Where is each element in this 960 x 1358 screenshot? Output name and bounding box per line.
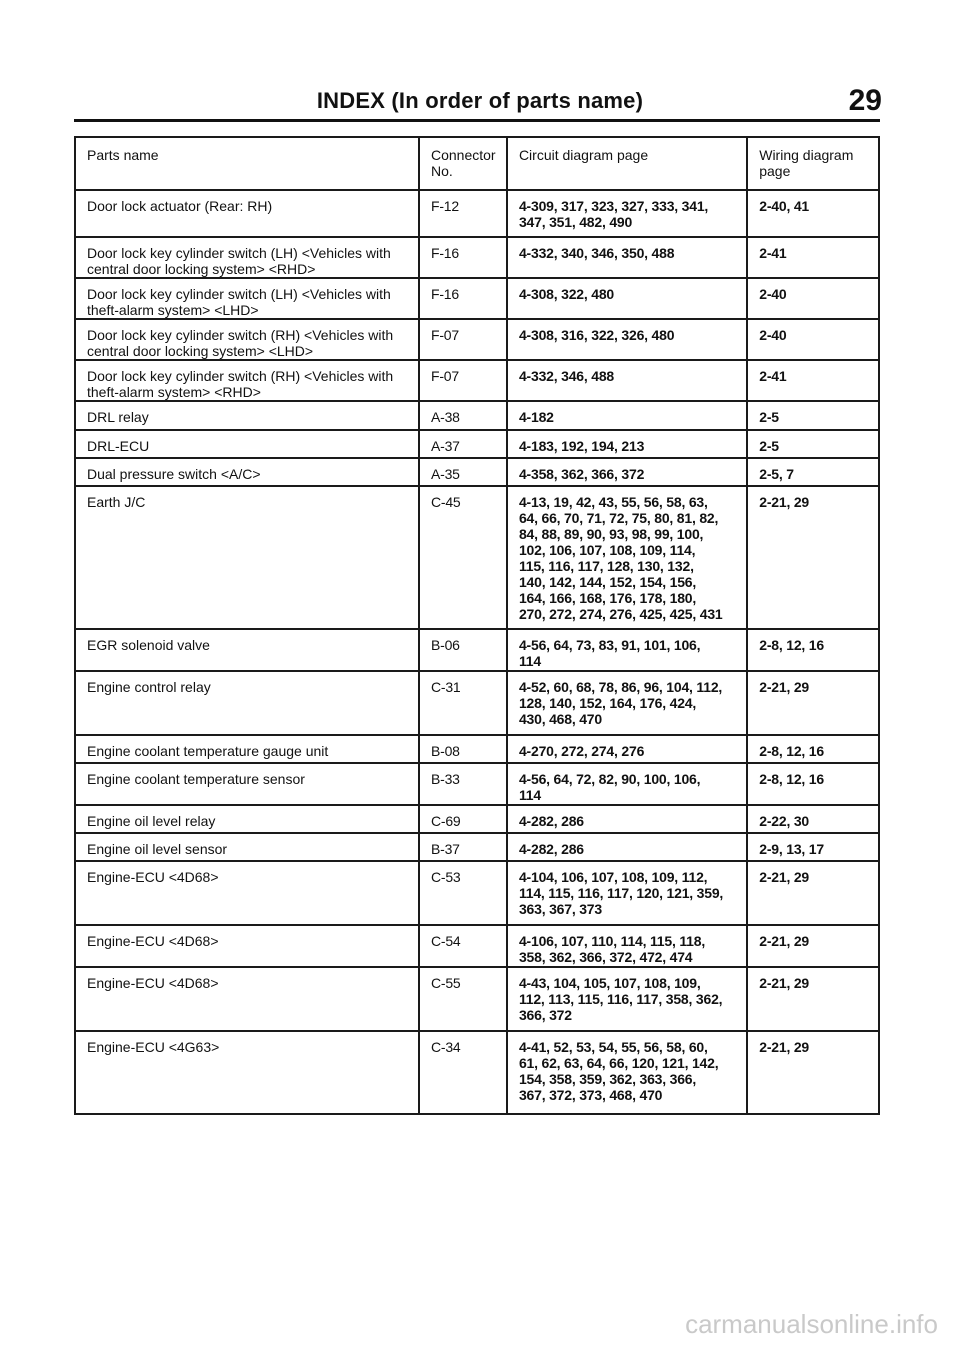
connector-no-cell: C-45 [419,486,507,629]
connector-no-cell: B-37 [419,833,507,861]
table-row [75,430,879,458]
connector-no-cell: C-53 [419,861,507,925]
part-name-cell: Door lock key cylinder switch (RH) <Vehicles with theft-alarm system> <RHD> [75,360,419,401]
circuit-diagram-page-cell: 4-13, 19, 42, 43, 55, 56, 58, 63, 64, 66, 70, 71, 72, 75, 80, 81, 82, 84, 88, 89, 90, 93, 98, 99, 100, 102, 106, 107, 108, 109, 114, 115, 116, 117, 128, 130, 132, 140, 142, 144, 152, 154, 156, 164, 166, 168, 176, 178, 180, 270, 272, 274, 276, 425, 425, 431 [507,486,747,629]
connector-no-cell: F-16 [419,237,507,278]
part-name-cell: Engine-ECU <4D68> [75,861,419,925]
circuit-diagram-page-cell: 4-282, 286 [507,833,747,861]
wiring-diagram-page-cell: 2-21, 29 [747,486,879,629]
circuit-diagram-page-cell: 4-56, 64, 72, 82, 90, 100, 106, 114 [507,763,747,805]
circuit-diagram-page-cell: 4-332, 340, 346, 350, 488 [507,237,747,278]
circuit-diagram-page-cell: 4-270, 272, 274, 276 [507,735,747,763]
table-row [75,190,879,237]
table-row [75,237,879,278]
connector-no-cell: F-07 [419,360,507,401]
circuit-diagram-page-cell: 4-308, 316, 322, 326, 480 [507,319,747,360]
part-name-cell: Engine oil level relay [75,805,419,833]
wiring-diagram-page-cell: 2-5, 7 [747,458,879,486]
circuit-diagram-page-cell: 4-358, 362, 366, 372 [507,458,747,486]
connector-no-cell: C-34 [419,1031,507,1114]
table-row [75,278,879,319]
connector-no-cell: B-08 [419,735,507,763]
part-name-cell: Engine coolant temperature gauge unit [75,735,419,763]
connector-no-cell: A-37 [419,430,507,458]
wiring-diagram-page-cell: 2-40 [747,278,879,319]
wiring-diagram-page-cell: 2-21, 29 [747,1031,879,1114]
wiring-diagram-page-cell: 2-40, 41 [747,190,879,237]
circuit-diagram-page-cell: 4-183, 192, 194, 213 [507,430,747,458]
table-row [75,319,879,360]
part-name-cell: DRL relay [75,401,419,430]
table-row [75,735,879,763]
table-row [75,401,879,430]
connector-no-cell: B-06 [419,629,507,671]
table-row [75,763,879,805]
circuit-diagram-page-cell: 4-43, 104, 105, 107, 108, 109, 112, 113, 115, 116, 117, 358, 362, 366, 372 [507,967,747,1031]
wiring-diagram-page-cell: 2-22, 30 [747,805,879,833]
table-row [75,1031,879,1114]
wiring-diagram-page-cell: 2-8, 12, 16 [747,763,879,805]
watermark: carmanualsonline.info [685,1309,938,1339]
part-name-cell: Earth J/C [75,486,419,629]
part-name-cell: Door lock key cylinder switch (LH) <Vehicles with theft-alarm system> <LHD> [75,278,419,319]
part-name-cell: DRL-ECU [75,430,419,458]
wiring-diagram-page-cell: 2-41 [747,237,879,278]
page-title: INDEX (In order of parts name) [316,88,644,113]
circuit-diagram-page-cell: 4-332, 346, 488 [507,360,747,401]
column-header-parts-name: Parts name [75,137,419,190]
table-row [75,861,879,925]
part-name-cell: Door lock key cylinder switch (LH) <Vehicles with central door locking system> <RHD> [75,237,419,278]
circuit-diagram-page-cell: 4-309, 317, 323, 327, 333, 341, 347, 351, 482, 490 [507,190,747,237]
connector-no-cell: C-31 [419,671,507,735]
wiring-diagram-page-cell: 2-21, 29 [747,925,879,967]
part-name-cell: EGR solenoid valve [75,629,419,671]
wiring-diagram-page-cell: 2-40 [747,319,879,360]
column-header-connector-no: Connector No. [419,137,507,190]
wiring-diagram-page-cell: 2-5 [747,430,879,458]
table-row [75,833,879,861]
circuit-diagram-page-cell: 4-56, 64, 73, 83, 91, 101, 106, 114 [507,629,747,671]
part-name-cell: Dual pressure switch <A/C> [75,458,419,486]
connector-no-cell: C-54 [419,925,507,967]
connector-no-cell: A-38 [419,401,507,430]
connector-no-cell: C-69 [419,805,507,833]
connector-no-cell: C-55 [419,967,507,1031]
table-row [75,486,879,629]
circuit-diagram-page-cell: 4-106, 107, 110, 114, 115, 118, 358, 362, 366, 372, 472, 474 [507,925,747,967]
connector-no-cell: A-35 [419,458,507,486]
connector-no-cell: F-16 [419,278,507,319]
wiring-diagram-page-cell: 2-21, 29 [747,967,879,1031]
connector-no-cell: B-33 [419,763,507,805]
parts-index-table [74,136,880,1115]
table-row [75,925,879,967]
table-header-row [75,137,879,190]
part-name-cell: Door lock key cylinder switch (RH) <Vehicles with central door locking system> <LHD> [75,319,419,360]
circuit-diagram-page-cell: 4-41, 52, 53, 54, 55, 56, 58, 60, 61, 62, 63, 64, 66, 120, 121, 142, 154, 358, 359, 362, 363, 366, 367, 372, 373, 468, 470 [507,1031,747,1114]
part-name-cell: Engine-ECU <4D68> [75,925,419,967]
table-row [75,671,879,735]
connector-no-cell: F-07 [419,319,507,360]
table-row [75,629,879,671]
column-header-circuit-diagram-page: Circuit diagram page [507,137,747,190]
circuit-diagram-page-cell: 4-308, 322, 480 [507,278,747,319]
circuit-diagram-page-cell: 4-282, 286 [507,805,747,833]
wiring-diagram-page-cell: 2-21, 29 [747,671,879,735]
circuit-diagram-page-cell: 4-104, 106, 107, 108, 109, 112, 114, 115, 116, 117, 120, 121, 359, 363, 367, 373 [507,861,747,925]
part-name-cell: Engine oil level sensor [75,833,419,861]
page-number: 29 [848,84,882,117]
wiring-diagram-page-cell: 2-9, 13, 17 [747,833,879,861]
table-row [75,967,879,1031]
table-row [75,360,879,401]
circuit-diagram-page-cell: 4-182 [507,401,747,430]
wiring-diagram-page-cell: 2-5 [747,401,879,430]
wiring-diagram-page-cell: 2-41 [747,360,879,401]
wiring-diagram-page-cell: 2-8, 12, 16 [747,629,879,671]
part-name-cell: Engine control relay [75,671,419,735]
part-name-cell: Engine-ECU <4D68> [75,967,419,1031]
table-row [75,805,879,833]
connector-no-cell: F-12 [419,190,507,237]
part-name-cell: Engine coolant temperature sensor [75,763,419,805]
wiring-diagram-page-cell: 2-21, 29 [747,861,879,925]
part-name-cell: Engine-ECU <4G63> [75,1031,419,1114]
wiring-diagram-page-cell: 2-8, 12, 16 [747,735,879,763]
circuit-diagram-page-cell: 4-52, 60, 68, 78, 86, 96, 104, 112, 128, 140, 152, 164, 176, 424, 430, 468, 470 [507,671,747,735]
header-rule [74,119,880,122]
table-row [75,458,879,486]
column-header-wiring-diagram-page: Wiring diagram page [747,137,879,190]
part-name-cell: Door lock actuator (Rear: RH) [75,190,419,237]
